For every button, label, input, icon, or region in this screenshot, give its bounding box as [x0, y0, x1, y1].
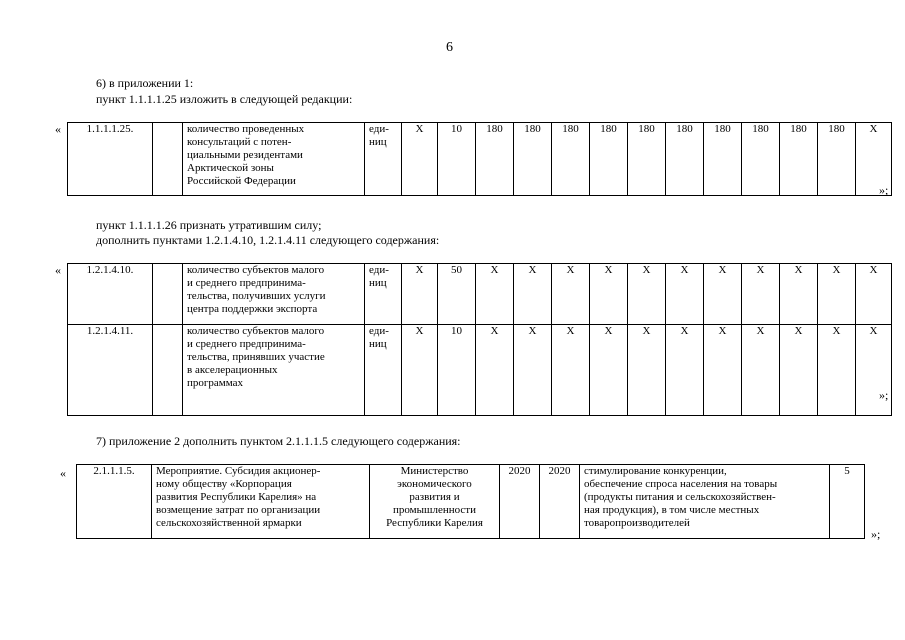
- open-quote: «: [55, 263, 61, 277]
- cell-value: X: [552, 264, 590, 325]
- cell-result: стимулирование конкуренции, обеспечение спроса населения на товары (продукты питания и сельскохозяйствен- ная продукция), в том числе местных товаропроизводителей: [580, 465, 830, 539]
- cell-value: X: [856, 325, 892, 416]
- cell-indicator-name: количество проведенных консультаций с потен- циальными резидентами Арктической зоны Российской Федерации: [183, 123, 365, 196]
- cell-value: X: [780, 325, 818, 416]
- paragraph-7: 7) приложение 2 дополнить пунктом 2.1.1.1.5 следующего содержания:: [96, 434, 461, 448]
- cell-number: 2.1.1.1.5.: [77, 465, 152, 539]
- cell-value: 180: [590, 123, 628, 196]
- paragraph-6: 6) в приложении 1:: [96, 76, 194, 90]
- cell-indicator-name: количество субъектов малого и среднего предпринима- тельства, получивших услуги центра поддержки экспорта: [183, 264, 365, 325]
- cell-value: X: [476, 325, 514, 416]
- cell-measure: Мероприятие. Субсидия акционер- ному обществу «Корпорация развития Республики Карелия» на возмещение затрат по организации сельскохозяйственной ярмарки: [152, 465, 370, 539]
- table-point-1-1-1-1-25: [67, 122, 892, 196]
- cell-value: X: [402, 123, 438, 196]
- cell-value: X: [742, 264, 780, 325]
- table-row: [68, 325, 892, 416]
- cell-value: X: [402, 325, 438, 416]
- open-quote: «: [55, 122, 61, 136]
- cell-year-start: 2020: [500, 465, 540, 539]
- cell-unit: еди- ниц: [365, 325, 402, 416]
- cell-year-end: 2020: [540, 465, 580, 539]
- cell-value: X: [590, 325, 628, 416]
- cell-value: X: [590, 264, 628, 325]
- cell-value: 10: [438, 325, 476, 416]
- table-points-1-2-1-4: [67, 263, 892, 416]
- cell-value: 180: [704, 123, 742, 196]
- cell-empty: [153, 123, 183, 196]
- close-quote: »;: [879, 183, 889, 197]
- table-row: [68, 264, 892, 325]
- cell-value: X: [514, 325, 552, 416]
- paragraph-add-points: дополнить пунктами 1.2.1.4.10, 1.2.1.4.11 следующего содержания:: [96, 233, 440, 247]
- paragraph-point-26: пункт 1.1.1.1.26 признать утратившим силу;: [96, 218, 322, 232]
- cell-number: 1.2.1.4.10.: [68, 264, 153, 325]
- cell-unit: еди- ниц: [365, 123, 402, 196]
- cell-value: X: [514, 264, 552, 325]
- paragraph-6-instruction: пункт 1.1.1.1.25 изложить в следующей редакции:: [96, 92, 353, 106]
- cell-value: X: [742, 325, 780, 416]
- cell-value: 180: [818, 123, 856, 196]
- cell-value: X: [552, 325, 590, 416]
- table-point-2-1-1-1-5: [76, 464, 865, 539]
- cell-indicator: 5: [830, 465, 865, 539]
- cell-value: X: [704, 264, 742, 325]
- cell-value: X: [628, 264, 666, 325]
- cell-value: X: [780, 264, 818, 325]
- cell-value: 180: [514, 123, 552, 196]
- cell-value: X: [402, 264, 438, 325]
- cell-value: X: [704, 325, 742, 416]
- cell-value: 180: [780, 123, 818, 196]
- cell-value: X: [818, 325, 856, 416]
- cell-empty: [153, 325, 183, 416]
- cell-value: X: [818, 264, 856, 325]
- cell-value: 180: [742, 123, 780, 196]
- page-number: 6: [446, 40, 453, 55]
- cell-executor: Министерство экономического развития и промышленности Республики Карелия: [370, 465, 500, 539]
- table-row: [68, 123, 892, 196]
- close-quote: »;: [879, 388, 889, 402]
- cell-value: 50: [438, 264, 476, 325]
- cell-value: 180: [552, 123, 590, 196]
- cell-value: 10: [438, 123, 476, 196]
- close-quote: »;: [871, 527, 881, 541]
- cell-value: X: [628, 325, 666, 416]
- cell-value: X: [856, 123, 892, 196]
- cell-value: X: [666, 325, 704, 416]
- cell-value: X: [476, 264, 514, 325]
- cell-value: X: [856, 264, 892, 325]
- cell-number: 1.1.1.1.25.: [68, 123, 153, 196]
- cell-value: 180: [666, 123, 704, 196]
- cell-unit: еди- ниц: [365, 264, 402, 325]
- open-quote: «: [60, 466, 66, 480]
- cell-value: X: [666, 264, 704, 325]
- cell-value: 180: [628, 123, 666, 196]
- table-row: [77, 465, 865, 539]
- cell-number: 1.2.1.4.11.: [68, 325, 153, 416]
- cell-empty: [153, 264, 183, 325]
- cell-value: 180: [476, 123, 514, 196]
- cell-indicator-name: количество субъектов малого и среднего предпринима- тельства, принявших участие в акселерационных программах: [183, 325, 365, 416]
